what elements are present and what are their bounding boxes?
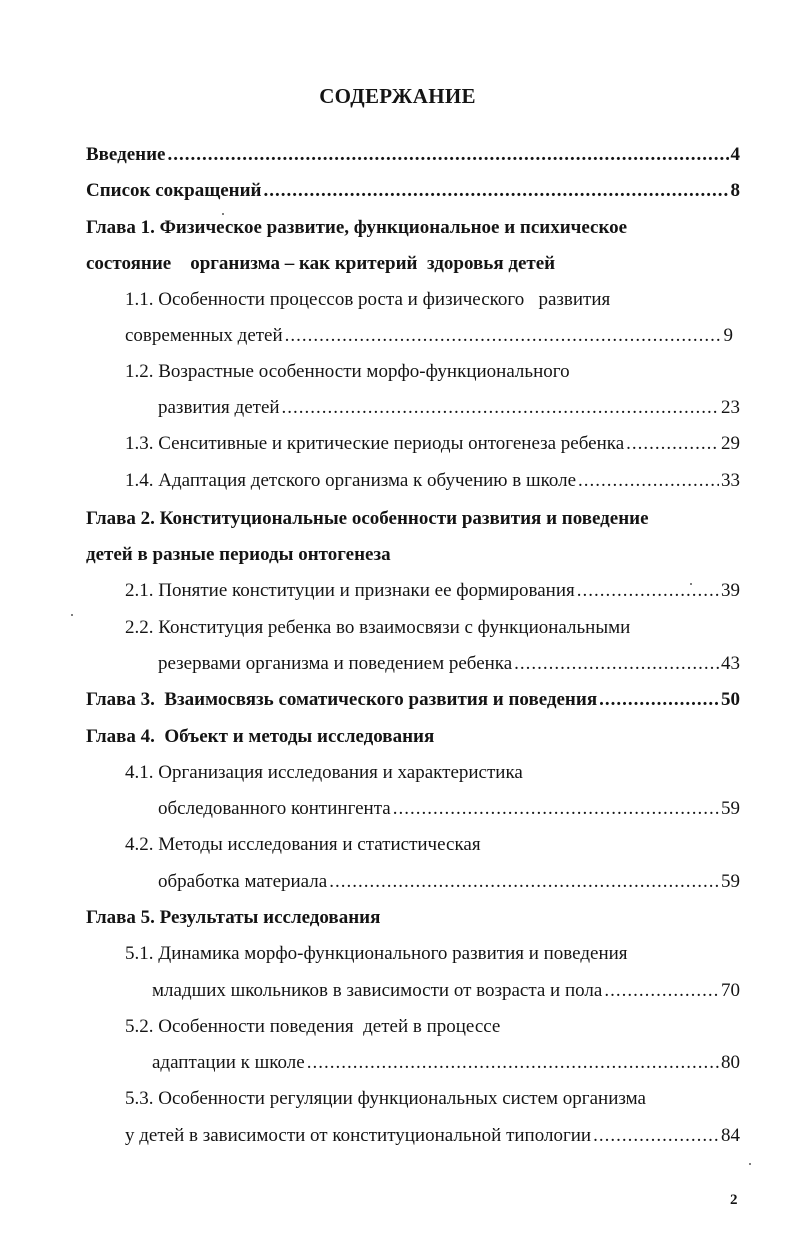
toc-entry-text: 5.1. Динамика морфо-функционального развития и поведения <box>125 943 628 964</box>
toc-entry-text: современных детей <box>125 325 283 346</box>
dot-leader <box>578 469 719 493</box>
toc-section-1-4[interactable] <box>125 469 740 493</box>
dot-leader <box>514 652 719 676</box>
toc-chapter-1-heading-cont <box>86 252 555 276</box>
toc-page-number: 50 <box>721 689 740 710</box>
toc-entry-text: Глава 4. Объект и методы исследования <box>86 726 435 747</box>
dot-leader <box>393 797 719 821</box>
toc-entry-text: 2.1. Понятие конституции и признаки ее формирования <box>125 580 575 601</box>
toc-page-number: 80 <box>721 1052 740 1073</box>
scan-speck <box>749 1163 751 1165</box>
toc-entry-text: у детей в зависимости от конституциональной типологии <box>125 1125 592 1146</box>
dot-leader <box>604 979 719 1003</box>
toc-section-5-3-cont <box>125 1124 740 1148</box>
toc-section-4-2-cont <box>158 870 740 894</box>
toc-section-1-1[interactable] <box>125 288 610 312</box>
toc-page-number: 9 <box>723 325 733 346</box>
toc-section-4-1-cont <box>158 797 740 821</box>
toc-entry-abbreviations[interactable] <box>86 179 740 203</box>
toc-chapter-3-heading[interactable] <box>86 688 740 712</box>
toc-section-1-3[interactable] <box>125 432 740 456</box>
dot-leader <box>593 1124 719 1148</box>
toc-entry-introduction[interactable] <box>86 143 740 167</box>
toc-title: СОДЕРЖАНИЕ <box>319 84 476 108</box>
toc-section-5-1-cont <box>152 979 740 1003</box>
dot-leader <box>329 870 719 894</box>
toc-page-number: 70 <box>721 980 740 1001</box>
toc-page-number: 29 <box>721 433 740 454</box>
toc-section-4-2[interactable] <box>125 833 481 857</box>
toc-section-2-2[interactable] <box>125 616 630 640</box>
toc-chapter-5-heading[interactable] <box>86 906 380 930</box>
toc-entry-text: 1.2. Возрастные особенности морфо-функционального <box>125 361 570 382</box>
toc-chapter-2-heading-cont <box>86 543 391 567</box>
toc-entry-text: 1.3. Сенситивные и критические периоды онтогенеза ребенка <box>125 433 625 454</box>
dot-leader <box>626 432 719 456</box>
toc-section-4-1[interactable] <box>125 761 523 785</box>
toc-entry-text: обработка материала <box>158 871 328 892</box>
toc-entry-text: Глава 3. Взаимосвязь соматического развития и поведения <box>86 689 598 710</box>
page-number: 2 <box>730 1192 738 1208</box>
toc-entry-text: 5.2. Особенности поведения детей в процессе <box>125 1016 501 1037</box>
toc-entry-text: 4.1. Организация исследования и характеристика <box>125 762 523 783</box>
toc-entry-text: 2.2. Конституция ребенка во взаимосвязи с функциональными <box>125 617 631 638</box>
toc-entry-text: Список сокращений <box>86 180 262 201</box>
toc-section-1-1-cont <box>125 324 733 348</box>
toc-entry-text: резервами организма и поведением ребенка <box>158 653 513 674</box>
toc-section-5-2-cont <box>152 1051 740 1075</box>
toc-entry-text: Глава 2. Конституциональные особенности развития и поведение <box>86 508 649 529</box>
toc-page-number: 33 <box>721 470 740 491</box>
toc-section-5-1[interactable] <box>125 942 628 966</box>
toc-section-1-2[interactable] <box>125 360 570 384</box>
scan-speck <box>71 614 73 616</box>
toc-entry-text: 5.3. Особенности регуляции функциональных систем организма <box>125 1088 646 1109</box>
toc-page-number: 23 <box>721 397 740 418</box>
toc-entry-text: младших школьников в зависимости от возраста и пола <box>152 980 603 1001</box>
toc-entry-text: Введение <box>86 144 166 165</box>
toc-section-2-2-cont <box>158 652 740 676</box>
toc-entry-text: 1.4. Адаптация детского организма к обучению в школе <box>125 470 577 491</box>
toc-section-1-2-cont <box>158 396 740 420</box>
toc-page-number: 59 <box>721 798 740 819</box>
dot-leader <box>282 396 719 420</box>
dot-leader <box>307 1051 719 1075</box>
toc-chapter-2-heading[interactable] <box>86 507 649 531</box>
toc-entry-text: развития детей <box>158 397 280 418</box>
dot-leader <box>577 579 719 603</box>
toc-entry-text: Глава 1. Физическое развитие, функциональное и психическое <box>86 217 628 238</box>
toc-chapter-4-heading[interactable] <box>86 725 434 749</box>
toc-page-number: 84 <box>721 1125 740 1146</box>
toc-chapter-1-heading[interactable] <box>86 216 627 240</box>
toc-page-number: 8 <box>730 180 740 201</box>
toc-page-number: 39 <box>721 580 740 601</box>
toc-entry-text: 1.1. Особенности процессов роста и физического развития <box>125 289 611 310</box>
toc-page-number: 4 <box>730 144 740 165</box>
toc-section-2-1[interactable] <box>125 579 740 603</box>
toc-entry-text: Глава 5. Результаты исследования <box>86 907 381 928</box>
scan-speck <box>222 213 224 215</box>
toc-page-number: 59 <box>721 871 740 892</box>
scan-speck <box>690 583 692 585</box>
toc-entry-text: 4.2. Методы исследования и статистическая <box>125 834 481 855</box>
toc-section-5-2[interactable] <box>125 1015 500 1039</box>
toc-entry-text: адаптации к школе <box>152 1052 305 1073</box>
dot-leader <box>264 179 729 203</box>
toc-entry-text: состояние организма – как критерий здоровья детей <box>86 253 556 274</box>
dot-leader <box>168 143 729 167</box>
toc-section-5-3[interactable] <box>125 1087 646 1111</box>
toc-page-number: 43 <box>721 653 740 674</box>
dot-leader <box>285 324 722 348</box>
toc-entry-text: детей в разные периоды онтогенеза <box>86 544 391 565</box>
toc-entry-text: обследованного контингента <box>158 798 391 819</box>
dot-leader <box>599 688 719 712</box>
